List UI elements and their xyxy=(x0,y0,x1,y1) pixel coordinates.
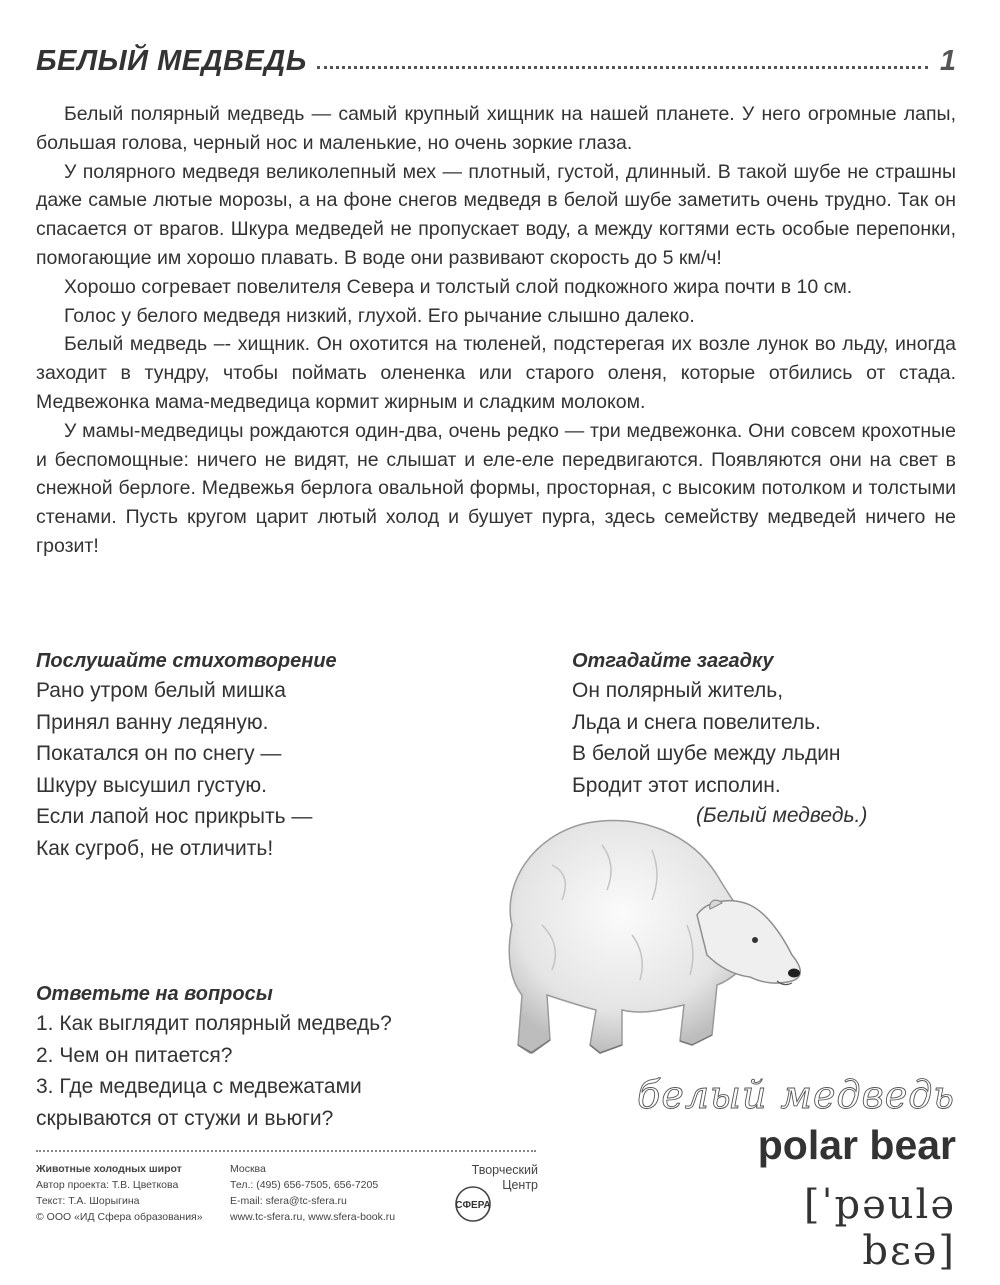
poem-title: Послушайте стихотворение xyxy=(36,650,337,672)
question-line: 2. Чем он питается? xyxy=(36,1043,233,1067)
transcription: [ˈpəulə bɛə] xyxy=(803,1182,956,1274)
cursive-word-handwriting xyxy=(630,1060,960,1130)
poem-line: Покатался он по снегу — xyxy=(36,742,282,765)
polar-bear-illustration xyxy=(492,805,812,1065)
riddle-line: В белой шубе между льдин xyxy=(572,742,841,765)
sfera-logo-icon xyxy=(442,1185,504,1223)
riddle-line: Он полярный житель, xyxy=(572,679,784,702)
question-line: 1. Как выглядит полярный медведь? xyxy=(36,1012,392,1035)
riddle-section xyxy=(572,650,867,831)
contact-line: www.tc-sfera.ru, www.sfera-book.ru xyxy=(230,1211,396,1223)
credit-line: Текст: Т.А. Шорыгина xyxy=(36,1195,140,1207)
paragraph: У мамы-медведицы рождаются один-два, очень редко — три медвежонка. Они совсем крохотные и беспомощные: ничего не видят, не слышат и еле-еле передвигаются. Появляются они на свет в снежной берлоге. Медвежья берлога овальной формы, просторная, с высоким потолком и толстыми стенами. Пусть кругом царит лютый холод и бушует пурга, здесь семейству медведей ничего не грозит! xyxy=(36,419,956,557)
english-word: polar bear xyxy=(757,1122,956,1168)
paragraph: У полярного медведя великолепный мех — плотный, густой, длинный. В такой шубе не страшны даже самые лютые морозы, а на фоне снегов медведя в белой шубе заметить очень трудно. Так он спасается от врагов. Шкура медведей не пропускает воду, а между когтями есть особые перепонки, помогающие им хорошо плавать. В воде они развивают скорость до 5 км/ч! xyxy=(36,160,956,269)
header-dot-leader xyxy=(317,66,928,69)
question-line: 3. Где медведица с медвежатами xyxy=(36,1075,362,1098)
contact-line: Москва xyxy=(230,1163,266,1175)
footer-divider xyxy=(36,1150,536,1152)
page-header xyxy=(36,38,956,78)
paragraph: Голос у белого медведя низкий, глухой. Его рычание слышно далеко. xyxy=(64,304,695,327)
poem-line: Как сугроб, не отличить! xyxy=(36,836,274,860)
publisher-logo xyxy=(438,1163,538,1223)
page-number: 1 xyxy=(939,45,956,77)
article-body xyxy=(36,100,956,561)
riddle-line: Льда и снега повелитель. xyxy=(572,710,821,734)
riddle-title: Отгадайте загадку xyxy=(572,650,774,672)
credit-line: © ООО «ИД Сфера образования» xyxy=(36,1211,203,1223)
series-name: Животные холодных широт xyxy=(36,1163,182,1175)
publisher-name: Центр xyxy=(502,1178,538,1192)
poem-line: Рано утром белый мишка xyxy=(36,679,286,702)
poem-line: Шкуру высушил густую. xyxy=(36,773,267,797)
poem-section xyxy=(36,650,337,864)
page-title: БЕЛЫЙ МЕДВЕДЬ xyxy=(36,45,307,77)
paragraph: Хорошо согревает повелителя Севера и толстый слой подкожного жира почти в 10 см. xyxy=(64,275,853,298)
question-line: скрываются от стужи и вьюги? xyxy=(36,1106,334,1130)
logo-text: СФЕРА xyxy=(455,1200,491,1211)
contact-line: Тел.: (495) 656-7505, 656-7205 xyxy=(230,1179,379,1191)
riddle-line: Бродит этот исполин. xyxy=(572,773,781,797)
paragraph: Белый медведь –- хищник. Он охотится на тюленей, подстерегая их возле лунок во льду, иногда заходит в тундру, чтобы поймать олененка или старого оленя, которые отбились от стада. Медвежонка мама-медведица кормит жирным и сладким молоком. xyxy=(36,333,956,413)
paragraph: Белый полярный медведь — самый крупный хищник на нашей планете. У него огромные лапы, большая голова, черный нос и маленькие, но очень зоркие глаза. xyxy=(36,103,956,154)
poem-line: Если лапой нос прикрыть — xyxy=(36,805,313,828)
footer-credits xyxy=(36,1161,203,1225)
footer-contacts xyxy=(230,1161,395,1225)
contact-line: E-mail: sfera@tc-sfera.ru xyxy=(230,1195,347,1207)
publisher-name: Творческий xyxy=(471,1163,538,1177)
poem-line: Принял ванну ледяную. xyxy=(36,710,269,734)
credit-line: Автор проекта: Т.В. Цветкова xyxy=(36,1179,179,1191)
riddle-answer: (Белый медведь.) xyxy=(696,804,868,827)
questions-section xyxy=(36,983,392,1134)
questions-title: Ответьте на вопросы xyxy=(36,983,273,1005)
cursive-word: белый медведь xyxy=(637,1073,955,1117)
